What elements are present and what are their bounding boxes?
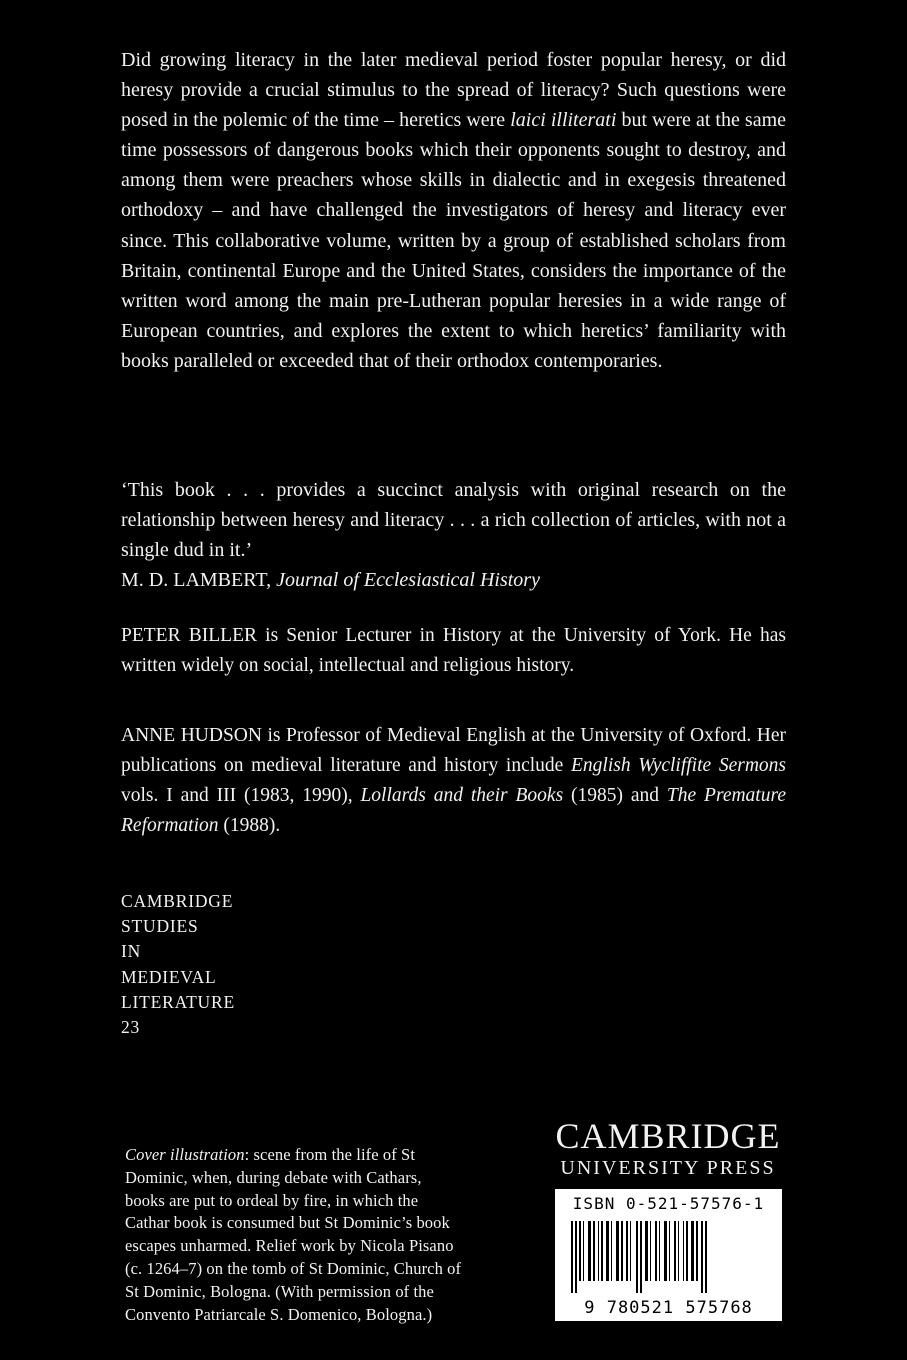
hudson-text-1: ANNE HUDSON is Professor of Medieval English at the University of Oxford. Her publications on medieval literature and history include [121,725,786,776]
publisher-logo [552,1117,784,1181]
barcode-bar [655,1221,657,1281]
blurb-text-2: but were at the same time possessors of dangerous books which their opponents sought to destroy, and among them were preachers whose skills in dialectic and in exegesis threatened orthodoxy – and have challenged the investigators of heresy and literacy ever since. This collaborative volume, written by a group of established scholars from Britain, continental Europe and the United States, considers the importance of the written word among the main pre-Lutheran popular heresies in a wide range of European countries, and explores the extent to which heretics’ familiarity with books paralleled or exceeded that of their orthodox contemporaries. [121,109,786,372]
series-line: IN [121,941,142,962]
barcode-bar [636,1221,638,1293]
hudson-title-2: Lollards and their Books [360,785,564,806]
barcode-bar [593,1221,595,1281]
barcode-bar [705,1221,707,1293]
hudson-title-1: English Wycliffite Sermons [571,755,786,776]
ean-left-group: 780521 [606,1298,675,1318]
barcode-bar [645,1221,648,1281]
barcode-bar [571,1221,573,1293]
barcode-bar [630,1221,631,1281]
cover-label: Cover illustration [125,1145,245,1164]
cover-illustration-note [125,1144,535,1326]
barcode-bar [659,1221,660,1281]
barcode-bar [611,1221,612,1281]
cover-line: : scene from the life of St [244,1145,416,1164]
barcode-bars [561,1221,776,1293]
cover-line: Dominic, when, during debate with Cathars, [125,1167,422,1187]
biller-bio [121,621,786,680]
barcode-bar [583,1221,584,1281]
blurb-italic-phrase: laici illiterati [510,109,617,132]
cover-line: (c. 1264–7) on the tomb of St Dominic, Church of [125,1258,462,1278]
barcode-bar [691,1221,694,1281]
cover-line: St Dominic, Bologna. (With permission of the [125,1281,434,1301]
review-author: M. D. LAMBERT, [121,569,277,592]
blurb-paragraph [121,45,786,376]
barcode-bar [674,1221,676,1281]
barcode-bar [598,1221,599,1281]
barcode-bar [669,1221,670,1281]
barcode-bar [640,1221,642,1293]
barcode-bar [575,1221,577,1293]
hudson-title-3: The Premature Reformation [121,785,786,836]
barcode-bar [601,1221,603,1281]
ean-right-group: 575768 [685,1298,753,1318]
barcode-bar [678,1221,679,1281]
hudson-text-3: (1985) and [563,785,667,806]
cover-line: escapes unharmed. Relief work by Nicola Pisano [125,1236,454,1256]
series-line: MEDIEVAL [121,966,217,987]
barcode-bar [616,1221,619,1281]
barcode-bar [683,1221,684,1281]
isbn-label: ISBN 0-521-57576-1 [572,1194,765,1213]
barcode [555,1189,782,1321]
hudson-text-2: vols. I and III (1983, 1990), [121,785,361,806]
blurb-text-1: Did growing literacy in the later medieval period foster popular heresy, or did heresy provide a crucial stimulus to the spread of literacy? Such questions were posed in the polemic of the time – heretics were [121,49,786,132]
series-number: 23 [121,1017,141,1038]
barcode-bar [621,1221,623,1281]
series-line: STUDIES [121,916,199,937]
hudson-bio [121,721,786,841]
barcode-bar [626,1221,628,1281]
biller-bio-text: PETER BILLER is Senior Lecturer in History at the University of York. He has written widely on social, intellectual and religious history. [121,625,786,676]
ean-digits [555,1298,782,1318]
barcode-bar [696,1221,698,1281]
series-line: LITERATURE [121,991,235,1012]
publisher-subtitle: UNIVERSITY PRESS [560,1157,776,1179]
barcode-bar [686,1221,688,1281]
barcode-bar [650,1221,651,1281]
cover-line: books are put to ordeal by fire, in which the [125,1190,419,1210]
publisher-name: CAMBRIDGE [555,1116,781,1156]
review-source: Journal of Ecclesiastical History [276,569,540,592]
barcode-bar [606,1221,609,1281]
series-line: CAMBRIDGE [121,891,234,911]
cover-line: Convento Patriarcale S. Domenico, Bologna.) [125,1304,433,1324]
barcode-bar [579,1221,581,1281]
ean-first-digit: 9 [584,1298,596,1318]
review-quote [121,475,786,595]
review-quote-text: ‘This book . . . provides a succinct analysis with original research on the relationship between heresy and literacy . . . a rich collection of articles, with not a single dud in it.’ [121,479,786,562]
barcode-bar [664,1221,667,1281]
hudson-text-4: (1988). [218,815,281,836]
cover-line: Cathar book is consumed but St Dominic’s book [125,1213,450,1233]
series-title [121,889,786,1040]
barcode-bar [588,1221,591,1281]
barcode-bar [701,1221,703,1293]
